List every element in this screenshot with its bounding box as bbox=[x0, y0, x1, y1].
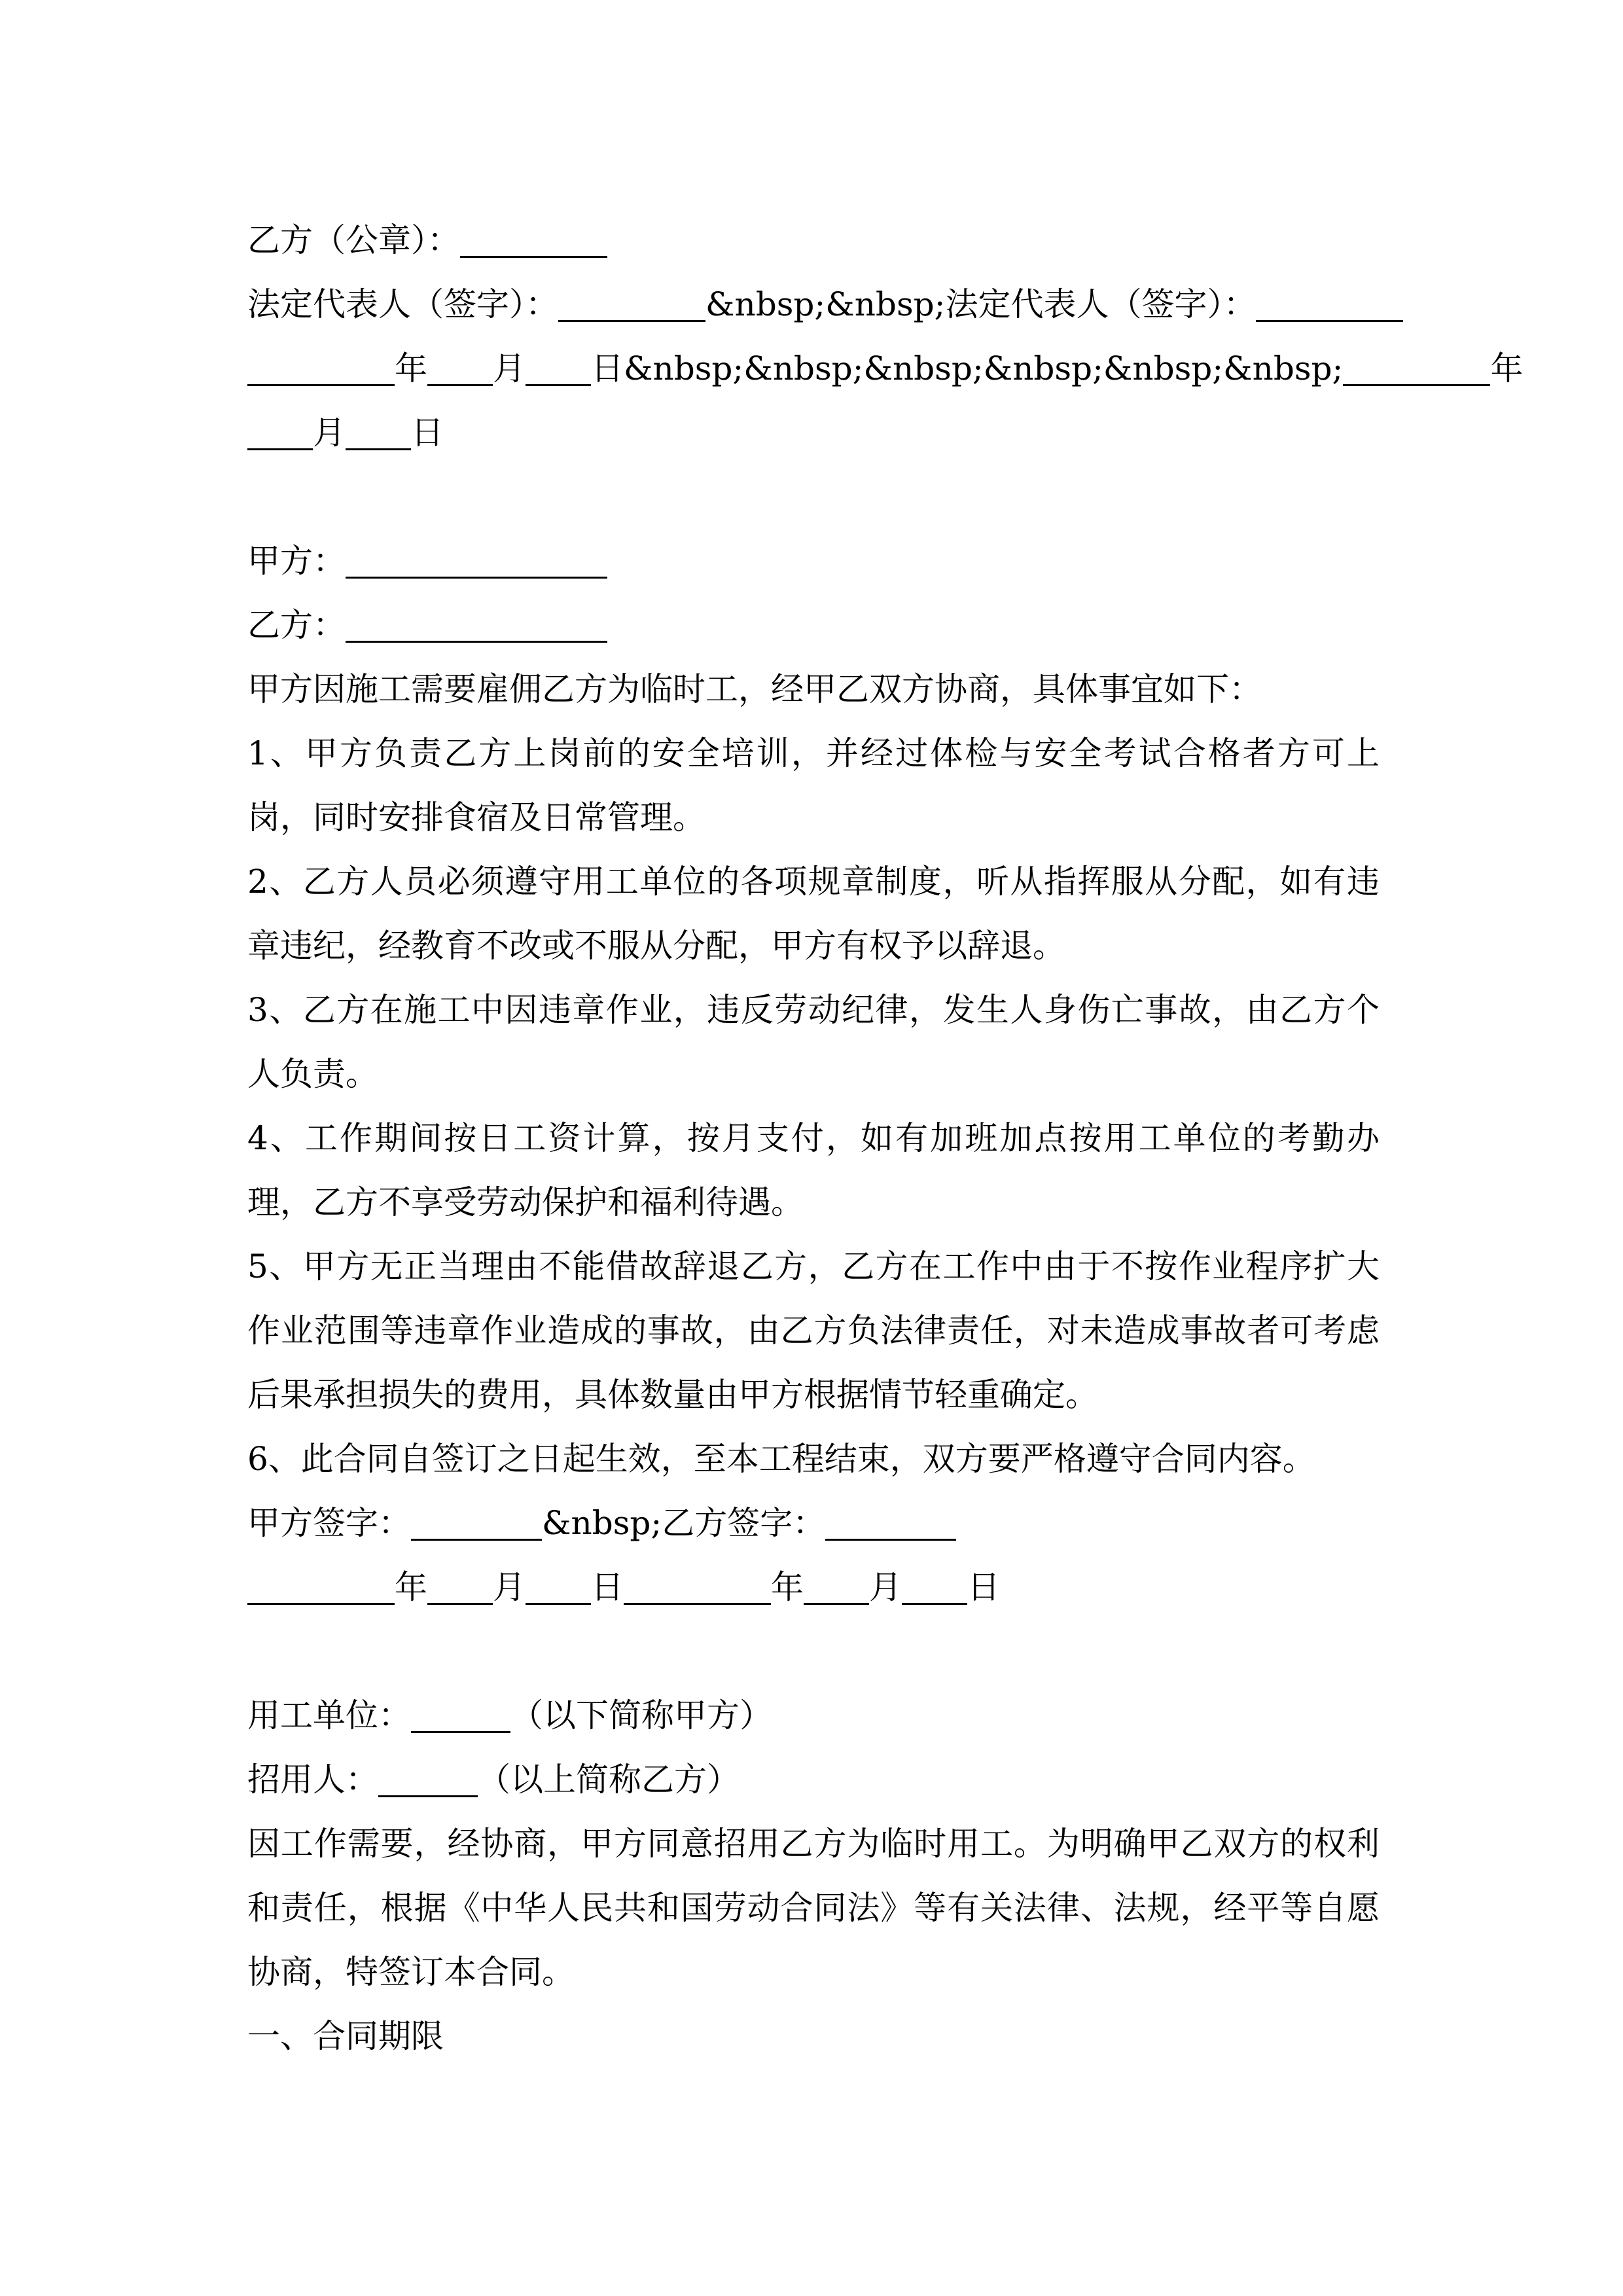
contract-intro-2: 因工作需要，经协商，甲方同意招用乙方为临时用工。为明确甲乙双方的权利和责任，根据《中华人民共和国劳动合同法》等有关法律、法规，经平等自愿协商，特签订本合同。 bbox=[247, 1825, 1380, 1991]
year-label-2: 年 bbox=[1490, 350, 1524, 387]
month-blank-b[interactable] bbox=[804, 1562, 869, 1605]
employer-label: 用工单位： bbox=[247, 1696, 411, 1734]
month-label-a: 月 bbox=[493, 1568, 526, 1606]
legal-rep-a-blank[interactable] bbox=[558, 279, 705, 322]
employee-blank[interactable] bbox=[378, 1755, 478, 1797]
month-label-b: 月 bbox=[869, 1568, 902, 1606]
clause-5: 5、甲方无正当理由不能借故辞退乙方，乙方在工作中由于不按作业程序扩大作业范围等违章作业造成的事故，由乙方负法律责任，对未造成事故者可考虑后果承担损失的费用，具体数量由甲方根据情节轻重确定。 bbox=[247, 1247, 1380, 1414]
date-line-1 bbox=[247, 336, 1524, 401]
year-label: 年 bbox=[395, 350, 427, 387]
day-label-2: 日 bbox=[411, 414, 444, 452]
party-b-seal-label: 乙方（公章）： bbox=[247, 221, 460, 259]
legal-rep-label-b: 法定代表人（签字）： bbox=[945, 285, 1257, 323]
clause-6: 6、此合同自签订之日起生效，至本工程结束，双方要严格遵守合同内容。 bbox=[247, 1440, 1315, 1478]
legal-rep-b-blank[interactable] bbox=[1256, 279, 1403, 322]
day-label-b: 日 bbox=[967, 1568, 1000, 1606]
signature-date-line bbox=[247, 1555, 1380, 1619]
month-label: 月 bbox=[493, 350, 526, 387]
party-a-label: 甲方： bbox=[247, 542, 346, 580]
employer-blank[interactable] bbox=[411, 1691, 510, 1733]
party-a-line bbox=[247, 529, 1380, 593]
day-blank-b[interactable] bbox=[902, 1562, 967, 1605]
year-label-a: 年 bbox=[395, 1568, 427, 1606]
year-blank-2[interactable] bbox=[1343, 344, 1490, 386]
party-b-blank[interactable] bbox=[346, 600, 607, 643]
party-b-label: 乙方： bbox=[247, 606, 346, 644]
month-blank-2[interactable] bbox=[247, 408, 313, 450]
sign-a-label: 甲方签字： bbox=[247, 1504, 411, 1542]
spacer bbox=[247, 465, 1380, 529]
sign-b-label: 乙方签字： bbox=[662, 1504, 826, 1542]
nbsp-literal-text: &nbsp;&nbsp; bbox=[705, 285, 946, 323]
day-blank[interactable] bbox=[526, 344, 591, 386]
party-b-seal-blank[interactable] bbox=[460, 215, 607, 258]
day-label: 日 bbox=[591, 350, 624, 387]
contract-intro: 甲方因施工需要雇佣乙方为临时工，经甲乙双方协商，具体事宜如下： bbox=[247, 670, 1262, 708]
day-blank-2[interactable] bbox=[346, 408, 411, 450]
legal-rep-label-a: 法定代表人（签字）： bbox=[247, 285, 558, 323]
spacer bbox=[247, 1619, 1380, 1683]
employee-suffix: （以上简称乙方） bbox=[478, 1761, 740, 1799]
party-b-seal-line bbox=[247, 208, 1380, 272]
month-label-2: 月 bbox=[313, 414, 346, 452]
year-blank[interactable] bbox=[247, 344, 395, 386]
date-line-2 bbox=[247, 401, 1380, 465]
day-blank-a[interactable] bbox=[526, 1562, 591, 1605]
day-label-a: 日 bbox=[591, 1568, 624, 1606]
year-blank-a[interactable] bbox=[247, 1562, 395, 1605]
clause-3: 3、乙方在施工中因违章作业，违反劳动纪律，发生人身伤亡事故，由乙方个人负责。 bbox=[247, 991, 1380, 1093]
party-b-line bbox=[247, 593, 1380, 657]
month-blank[interactable] bbox=[427, 344, 493, 386]
employee-line bbox=[247, 1748, 1380, 1812]
nbsp-literal-text: &nbsp; bbox=[542, 1504, 662, 1542]
clause-4: 4、工作期间按日工资计算，按月支付，如有加班加点按用工单位的考勤办理，乙方不享受劳动保护和福利待遇。 bbox=[247, 1119, 1380, 1221]
sign-a-blank[interactable] bbox=[411, 1498, 542, 1541]
year-label-b: 年 bbox=[771, 1568, 804, 1606]
document-page bbox=[247, 208, 1524, 2068]
year-blank-b[interactable] bbox=[624, 1562, 771, 1605]
section-title: 一、合同期限 bbox=[247, 2017, 444, 2055]
signature-line bbox=[247, 1491, 1380, 1555]
month-blank-a[interactable] bbox=[427, 1562, 493, 1605]
clause-2: 2、乙方人员必须遵守用工单位的各项规章制度，听从指挥服从分配，如有违章违纪，经教育不改或不服从分配，甲方有权予以辞退。 bbox=[247, 863, 1380, 965]
sign-b-blank[interactable] bbox=[825, 1498, 956, 1541]
employee-label: 招用人： bbox=[247, 1761, 378, 1799]
employer-line bbox=[247, 1683, 1380, 1748]
legal-rep-line bbox=[247, 272, 1380, 336]
party-a-blank[interactable] bbox=[346, 536, 607, 579]
employer-suffix: （以下简称甲方） bbox=[510, 1696, 772, 1734]
clause-1: 1、甲方负责乙方上岗前的安全培训，并经过体检与安全考试合格者方可上岗，同时安排食宿及日常管理。 bbox=[247, 734, 1380, 836]
nbsp-literal-text: &nbsp;&nbsp;&nbsp;&nbsp;&nbsp;&nbsp; bbox=[624, 350, 1344, 387]
